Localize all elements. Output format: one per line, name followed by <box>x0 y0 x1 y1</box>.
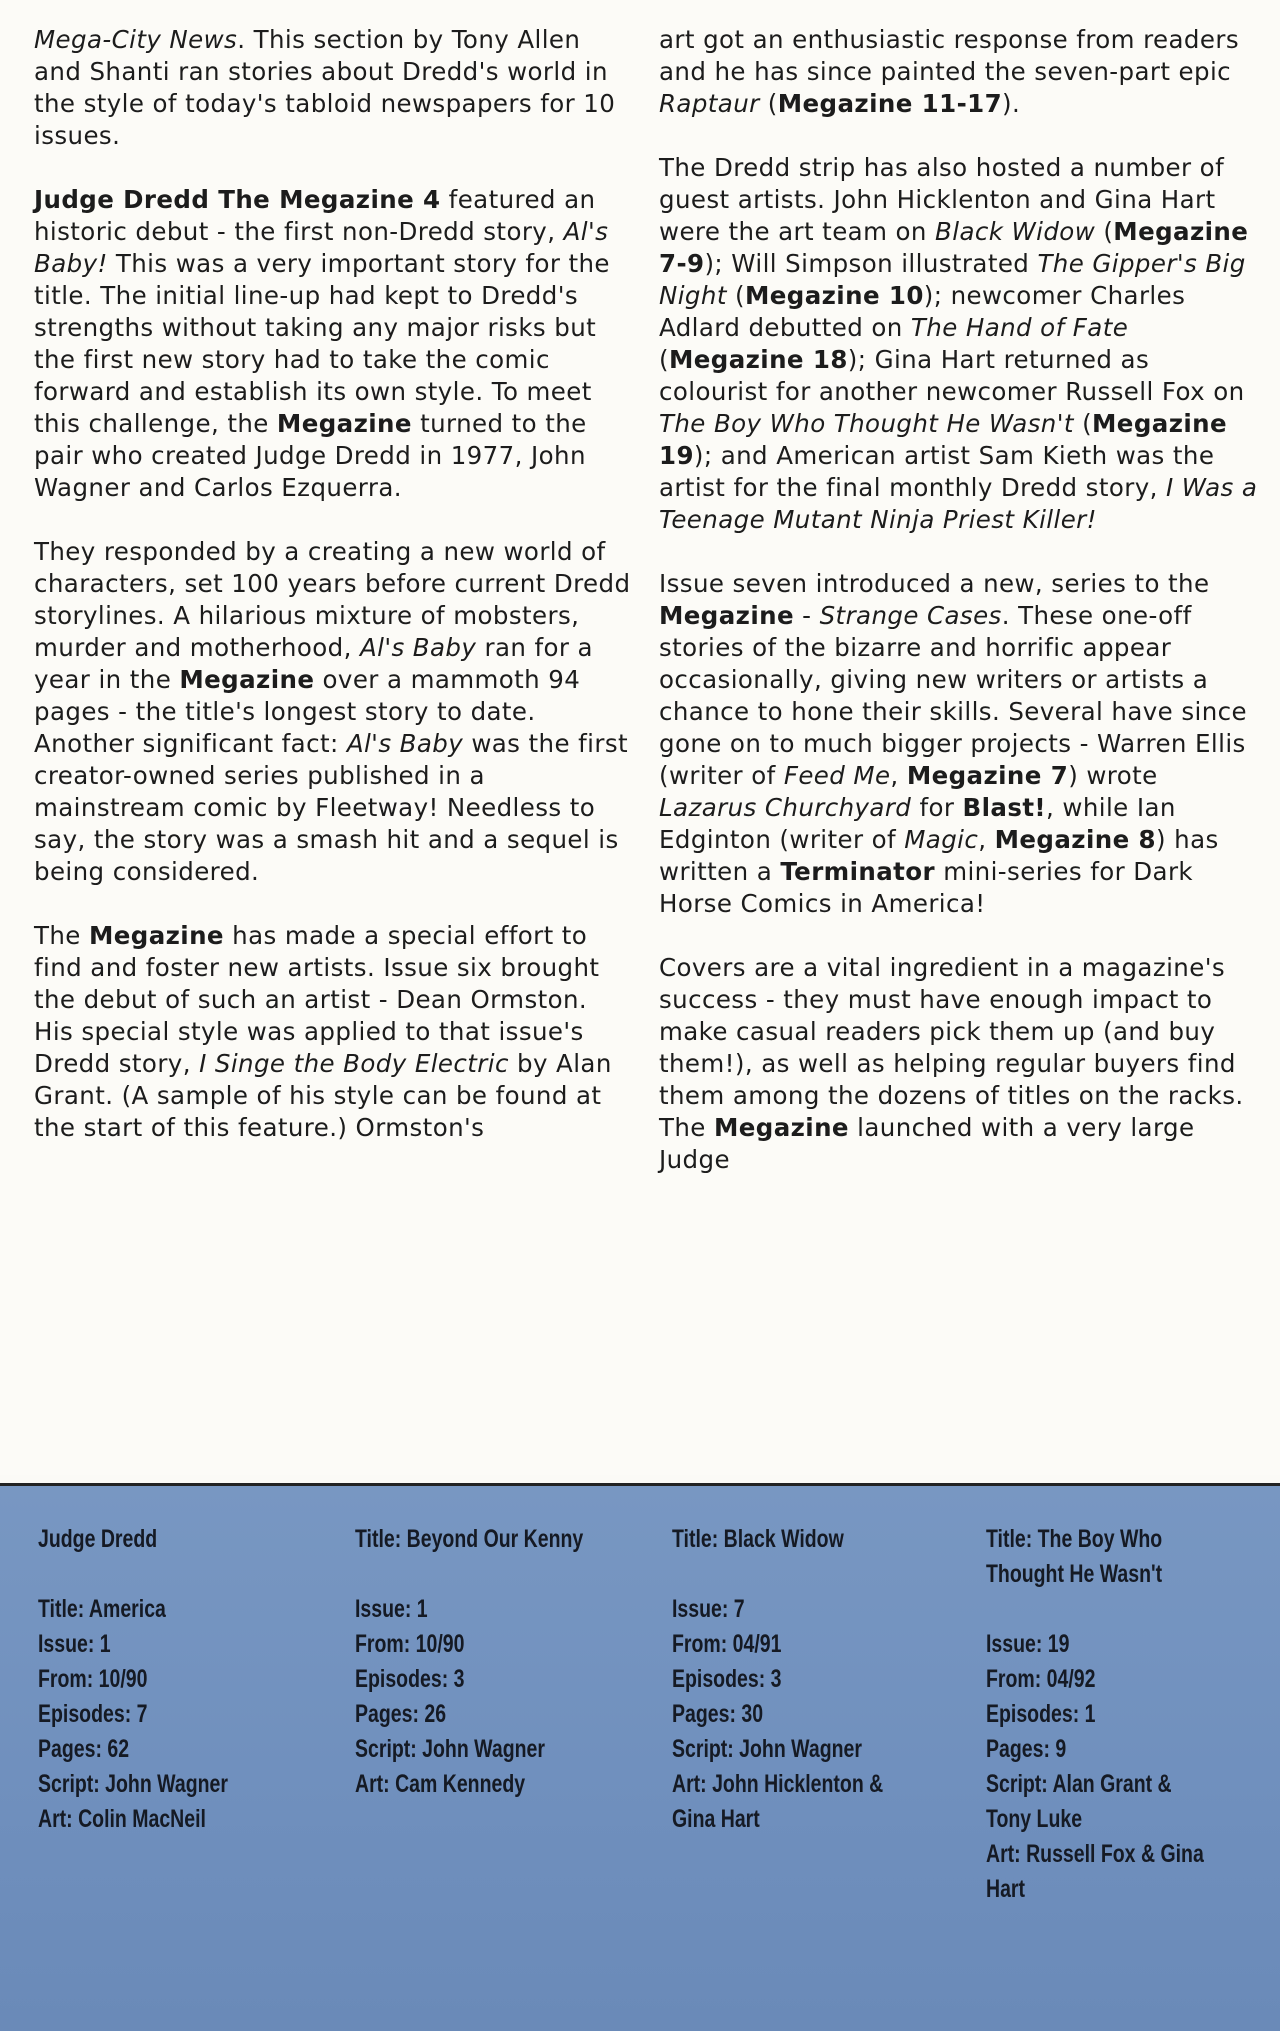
italic-text: Magic <box>904 825 979 854</box>
story-info-line: Pages: 9 <box>986 1735 1067 1763</box>
italic-text: Raptaur <box>659 89 760 118</box>
story-info-line: Script: John Wagner <box>355 1735 545 1763</box>
bold-text: Megazine 8 <box>994 825 1156 854</box>
story-info-line: Episodes: 1 <box>986 1700 1096 1728</box>
text: ( <box>726 281 745 310</box>
story-heading: Judge Dredd <box>38 1525 158 1553</box>
story-info-line: Episodes: 3 <box>355 1665 465 1693</box>
story-info-column <box>38 1522 272 1837</box>
story-info-line: Hart <box>986 1875 1026 1903</box>
left-column <box>34 24 634 1176</box>
italic-text: The Gipper's Big Night <box>659 249 1246 310</box>
bold-text: Megazine <box>179 665 315 694</box>
text: The <box>34 921 89 950</box>
text: has made a special effort to find and foster new artists. Issue six brought the debut of such an artist - Dean Ormston. His special style was applied to that issue's Dredd story, <box>34 921 600 1078</box>
right-column <box>659 24 1259 1208</box>
story-info-line: Title: America <box>38 1595 166 1623</box>
paragraph <box>34 536 634 888</box>
text: art got an enthusiastic response from readers and he has since painted the seven-part epic <box>659 25 1239 86</box>
story-info-line: Gina Hart <box>672 1805 760 1833</box>
text: They responded by a creating a new world of characters, set 100 years before current Dredd storylines. A hilarious mixture of mobsters, murder and motherhood, <box>34 537 631 662</box>
text: featured an historic debut - the first non-Dredd story, <box>34 185 596 246</box>
bold-text: Megazine 7-9 <box>659 217 1249 278</box>
text: , while Ian Edginton (writer of <box>659 793 1176 854</box>
text: . This section by Tony Allen and Shanti ran stories about Dredd's world in the style of today's tabloid newspapers for 10 issues. <box>34 25 616 150</box>
italic-text: Al's Baby <box>359 633 477 662</box>
text: ( <box>659 345 669 374</box>
text: was the first creator-owned series published in a mainstream comic by Fleetway! Needless to say, the story was a smash hit and a sequel is being considered. <box>34 729 629 886</box>
italic-text: Lazarus Churchyard <box>659 793 912 822</box>
bold-text: Judge Dredd The Megazine 4 <box>34 185 441 214</box>
text: ( <box>1095 217 1114 246</box>
bold-text: Megazine 11-17 <box>777 89 1003 118</box>
text: ( <box>759 89 778 118</box>
italic-text: Feed Me <box>783 761 891 790</box>
story-heading: Title: Beyond Our Kenny <box>355 1525 584 1553</box>
story-info-line: From: 10/90 <box>38 1665 148 1693</box>
text: ); Gina Hart returned as colourist for another newcomer Russell Fox on <box>659 345 1245 406</box>
story-info-line: Issue: 1 <box>355 1595 428 1623</box>
story-info-line: Art: Russell Fox & Gina <box>986 1840 1204 1868</box>
story-heading-line: Thought He Wasn't <box>986 1560 1163 1588</box>
story-info-line: From: 10/90 <box>355 1630 465 1658</box>
text: ) wrote <box>1068 761 1158 790</box>
italic-text: Black Widow <box>935 217 1096 246</box>
italic-text: The Boy Who Thought He Wasn't <box>659 409 1074 438</box>
text: by Alan Grant. (A sample of his style can be found at the start of this feature.) Ormston's <box>34 1049 612 1142</box>
story-info-line: Pages: 26 <box>355 1700 447 1728</box>
text: launched with a very large Judge <box>659 1113 1195 1174</box>
italic-text: Al's Baby! <box>34 217 609 278</box>
bold-text: Megazine 19 <box>659 409 1228 470</box>
paragraph <box>659 568 1259 920</box>
paragraph <box>34 24 634 152</box>
story-info-line: Tony Luke <box>986 1805 1083 1833</box>
paragraph <box>34 184 634 504</box>
story-info-line: Pages: 30 <box>672 1700 764 1728</box>
bold-text: Megazine 18 <box>668 345 848 374</box>
bold-text: Megazine <box>276 409 412 438</box>
story-info-panel <box>0 1486 1280 2031</box>
story-info-line: Episodes: 3 <box>672 1665 782 1693</box>
story-info-column <box>986 1522 1220 1907</box>
text: turned to the pair who created Judge Dredd in 1977, John Wagner and Carlos Ezquerra. <box>34 409 587 502</box>
text: ); newcomer Charles Adlard debutted on <box>659 281 1186 342</box>
text: Covers are a vital ingredient in a magazine's success - they must have enough impact to make casual readers pick them up (and buy them!), as well as helping regular buyers find them among the dozens of titles on the racks. The <box>659 953 1244 1142</box>
text: ( <box>1073 409 1093 438</box>
story-info-line: Issue: 7 <box>672 1595 745 1623</box>
text: ); Will Simpson illustrated <box>704 249 1038 278</box>
story-info-column <box>672 1522 906 1837</box>
story-info-line: Issue: 19 <box>986 1630 1070 1658</box>
text: ran for a year in the <box>34 633 593 694</box>
story-info-column <box>355 1522 589 1802</box>
story-info-line: Script: John Wagner <box>672 1735 862 1763</box>
text: over a mammoth 94 pages - the title's longest story to date. Another significant fact: <box>34 665 581 758</box>
italic-text: Al's Baby <box>346 729 464 758</box>
bold-text: Megazine <box>713 1113 849 1142</box>
text: , <box>890 761 907 790</box>
italic-text: The Hand of Fate <box>910 313 1129 342</box>
bold-text: Megazine <box>88 921 224 950</box>
story-info-line: Script: John Wagner <box>38 1770 228 1798</box>
bold-text: Blast! <box>962 793 1047 822</box>
text: mini-series for Dark Horse Comics in America! <box>659 857 1194 918</box>
story-info-line: Episodes: 7 <box>38 1700 148 1728</box>
story-info-line: Art: Colin MacNeil <box>38 1805 206 1833</box>
text: The Dredd strip has also hosted a number of guest artists. John Hicklenton and Gina Hart were the art team on <box>659 153 1225 246</box>
text: ). <box>1002 89 1021 118</box>
story-info-line: Pages: 62 <box>38 1735 130 1763</box>
paragraph <box>659 952 1259 1176</box>
text: This was a very important story for the title. The initial line-up had kept to Dredd's strengths without taking any major risks but the first new story had to take the comic forward and establish its own style. To meet this challenge, the <box>34 249 610 438</box>
story-info-line: Issue: 1 <box>38 1630 111 1658</box>
story-info-line: Script: Alan Grant & <box>986 1770 1172 1798</box>
paragraph <box>659 24 1259 120</box>
text: Issue seven introduced a new, series to the <box>659 569 1210 598</box>
bold-text: Terminator <box>780 857 936 886</box>
paragraph <box>34 920 634 1144</box>
text: - <box>793 601 820 630</box>
italic-text: Mega-City News <box>34 25 238 54</box>
story-info-line: From: 04/92 <box>986 1665 1096 1693</box>
italic-text: I Singe the Body Electric <box>199 1049 509 1078</box>
text: , <box>978 825 995 854</box>
bold-text: Megazine <box>659 601 794 630</box>
text: ); and American artist Sam Kieth was the artist for the final monthly Dredd story, <box>659 441 1215 502</box>
story-heading: Title: Black Widow <box>672 1525 844 1553</box>
story-info-line: Art: John Hicklenton & <box>672 1770 884 1798</box>
italic-text: I Was a Teenage Mutant Ninja Priest Killer! <box>659 473 1258 534</box>
story-heading <box>986 1522 1220 1592</box>
text: for <box>911 793 963 822</box>
paragraph <box>659 152 1259 536</box>
bold-text: Megazine 7 <box>906 761 1069 790</box>
text: ) has written a <box>659 825 1219 886</box>
story-info-line: From: 04/91 <box>672 1630 782 1658</box>
italic-text: Strange Cases <box>819 601 1002 630</box>
story-heading-line: Title: The Boy Who <box>986 1525 1163 1553</box>
bold-text: Megazine 10 <box>744 281 924 310</box>
story-info-line: Art: Cam Kennedy <box>355 1770 526 1798</box>
text: . These one-off stories of the bizarre and horrific appear occasionally, giving new writers or artists a chance to hone their skills. Several have since gone on to much bigger projects - Warren Ellis (writer of <box>659 601 1247 790</box>
